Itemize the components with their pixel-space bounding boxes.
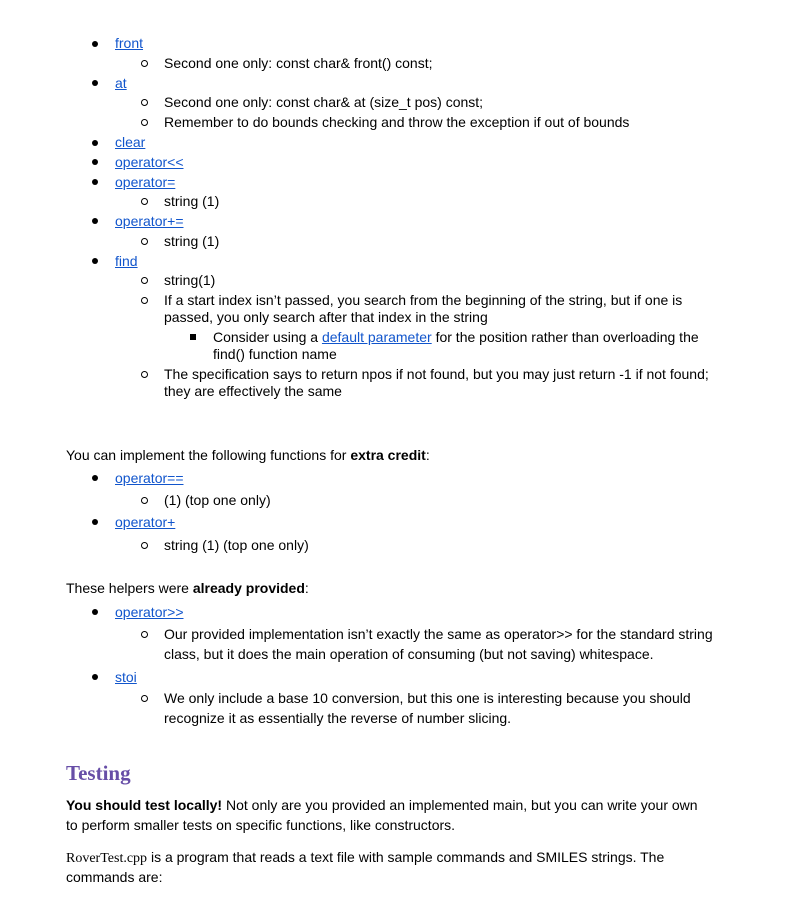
circle-bullet-icon	[141, 542, 148, 549]
list-item-text: they are effectively the same	[164, 383, 342, 399]
list-item-text: Second one only: const char& front() const;	[164, 55, 433, 71]
link-operator-plus[interactable]: operator+	[115, 514, 176, 530]
bullet-icon	[92, 159, 98, 165]
circle-bullet-icon	[141, 695, 148, 702]
bullet-icon	[92, 519, 98, 525]
text-span: for the position rather than overloading the	[431, 329, 699, 345]
link-find[interactable]: find	[115, 253, 138, 269]
circle-bullet-icon	[141, 198, 148, 205]
bullet-icon	[92, 258, 98, 264]
link-operator-plus-assign[interactable]: operator+=	[115, 213, 184, 229]
list-item-text: string (1) (top one only)	[164, 537, 309, 553]
circle-bullet-icon	[141, 119, 148, 126]
list-item-text: The specification says to return npos if not found, but you may just return -1 if not found;	[164, 366, 709, 382]
list-item-text: Our provided implementation isn’t exactly the same as operator>> for the standard string	[164, 626, 713, 642]
testing-paragraph-1-line-2: to perform smaller tests on specific functions, like constructors.	[66, 817, 456, 833]
filename-text: RoverTest.cpp	[66, 851, 148, 866]
text-span: :	[425, 447, 430, 463]
text-span: Not only are you provided an implemented main, but you can write your own	[222, 797, 698, 813]
circle-bullet-icon	[141, 497, 148, 504]
link-at[interactable]: at	[115, 75, 127, 91]
circle-bullet-icon	[141, 60, 148, 67]
square-bullet-icon	[190, 334, 196, 340]
text-span: You can implement the following functions for	[66, 447, 351, 463]
bold-text: extra credit	[350, 447, 426, 463]
testing-paragraph-2	[66, 849, 664, 867]
link-operator-stream-in[interactable]: operator>>	[115, 604, 184, 620]
list-item-text: string (1)	[164, 233, 220, 249]
text-span: is a program that reads a text file with sample commands and SMILES strings. The	[147, 849, 665, 865]
list-item-text: find() function name	[213, 346, 337, 362]
helpers-intro	[66, 580, 309, 597]
bullet-icon	[92, 609, 98, 615]
bullet-icon	[92, 475, 98, 481]
link-stoi[interactable]: stoi	[115, 669, 137, 685]
link-clear[interactable]: clear	[115, 134, 146, 150]
circle-bullet-icon	[141, 277, 148, 284]
circle-bullet-icon	[141, 631, 148, 638]
text-span: These helpers were	[66, 580, 193, 596]
list-item-text: Second one only: const char& at (size_t pos) const;	[164, 94, 484, 110]
bold-text: already provided	[192, 580, 305, 596]
list-item-text: We only include a base 10 conversion, but this one is interesting because you should	[164, 690, 691, 706]
list-item-text: string(1)	[164, 272, 216, 288]
link-default-parameter[interactable]: default parameter	[321, 329, 432, 345]
bullet-icon	[92, 41, 98, 47]
circle-bullet-icon	[141, 238, 148, 245]
bullet-icon	[92, 218, 98, 224]
bold-text: You should test locally!	[66, 797, 223, 813]
circle-bullet-icon	[141, 297, 148, 304]
text-span: Consider using a	[213, 329, 322, 345]
testing-paragraph-1	[66, 797, 698, 814]
link-operator-stream-out[interactable]: operator<<	[115, 154, 184, 170]
list-item-text	[213, 329, 699, 346]
list-item-text: class, but it does the main operation of consuming (but not saving) whitespace.	[164, 646, 654, 662]
bullet-icon	[92, 674, 98, 680]
list-item-text: If a start index isn’t passed, you search from the beginning of the string, but if one is	[164, 292, 683, 308]
circle-bullet-icon	[141, 371, 148, 378]
section-heading-testing: Testing	[66, 761, 131, 785]
extra-credit-intro	[66, 447, 430, 464]
list-item-text: passed, you only search after that index in the string	[164, 309, 488, 325]
testing-paragraph-2-line-2: commands are:	[66, 869, 163, 885]
list-item-text: Remember to do bounds checking and throw the exception if out of bounds	[164, 114, 630, 130]
bullet-icon	[92, 80, 98, 86]
list-item-text: string (1)	[164, 193, 220, 209]
link-front[interactable]: front	[115, 35, 144, 51]
list-item-text: (1) (top one only)	[164, 492, 271, 508]
link-operator-assign[interactable]: operator=	[115, 174, 176, 190]
link-operator-equals[interactable]: operator==	[115, 470, 184, 486]
bullet-icon	[92, 140, 98, 146]
bullet-icon	[92, 179, 98, 185]
list-item-text: recognize it as essentially the reverse of number slicing.	[164, 710, 512, 726]
text-span: :	[304, 580, 309, 596]
circle-bullet-icon	[141, 99, 148, 106]
